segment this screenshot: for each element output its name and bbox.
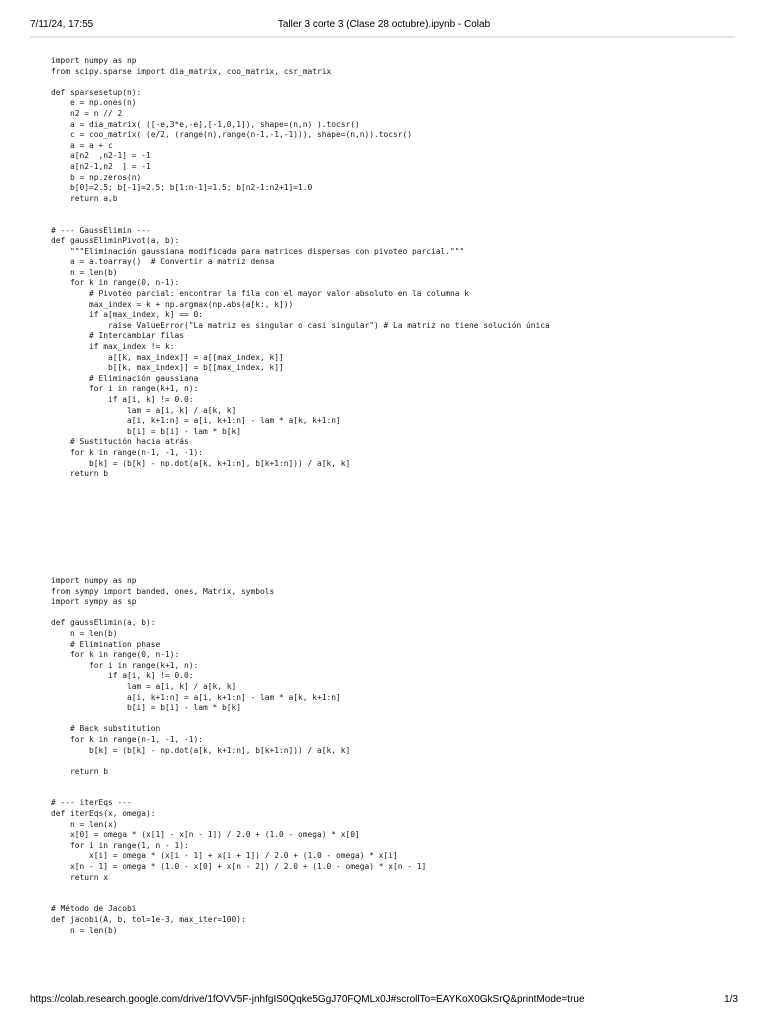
header-divider <box>30 36 735 38</box>
page-url: https://colab.research.google.com/drive/1fOVV5F-jnhfgIS0Qqke5GgJ70FQMLx0J#scrollTo=EAYKoX0GkSrQ&printMode=true <box>30 994 585 1005</box>
print-header <box>0 0 768 36</box>
document-title: Taller 3 corte 3 (Clase 28 octubre).ipynb - Colab <box>277 19 491 30</box>
code-cell-sparse-gauss-pivot: import numpy as np from scipy.sparse import dia_matrix, coo_matrix, csr_matrix def sparsesetup(n): e = np.ones(n) n2 = n // 2 a = dia_matrix( ([-e,3*e,-e],[-1,0,1]), shape=(n,n) ).tocsr() c = coo_matrix( (e/2, (range(n),range(n-1,-1,-1))), shape=(n,n)).tocsr() a = a + c a[n2 ,n2-1] = -1 a[n2-1,n2 ] = -1 b = np.zeros(n) b[0]=2.5; b[-1]=2.5; b[1:n-1]=1.5; b[n2-1:n2+1]=1.0 return a,b # --- GaussElimin --- def gaussEliminPivot(a, b): """Eliminación gaussiana modificada para matrices dispersas con pivoteo parcial.""" a = a.toarray() # Convertir a matriz densa n = len(b) for k in range(0, n-1): # Pivoteo parcial: encontrar la fila con el mayor valor absoluto en la columna k max_index = k + np.argmax(np.abs(a[k:, k])) if a[max_index, k] == 0: raise ValueError("La matriz es singular o casi singular") # La matriz no tiene solución única # Intercambiar filas if max_index != k: a[[k, max_index]] = a[[max_index, k]] b[[k, max_index]] = b[[max_index, k]] # Eliminación gaussiana for i in range(k+1, n): if a[i, k] != 0.0: lam = a[i, k] / a[k, k] a[i, k+1:n] = a[i, k+1:n] - lam * a[k, k+1:n] b[i] = b[i] - lam * b[k] # Sustitución hacia atrás for k in range(n-1, -1, -1): b[k] = (b[k] - np.dot(a[k, k+1:n], b[k+1:n])) / a[k, k] return b <box>51 56 550 479</box>
print-date: 7/11/24, 17:55 <box>30 19 94 30</box>
code-cell-gauss-iter-jacobi: import numpy as np from sympy import banded, ones, Matrix, symbols import sympy as sp def gaussElimin(a, b): n = len(b) # Elimination phase for k in range(0, n-1): for i in range(k+1, n): if a[i, k] != 0.0: lam = a[i, k] / a[k, k] a[i, k+1:n] = a[i, k+1:n] - lam * a[k, k+1:n] b[i] = b[i] - lam * b[k] # Back substitution for k in range(n-1, -1, -1): b[k] = (b[k] - np.dot(a[k, k+1:n], b[k+1:n])) / a[k, k] return b # --- iterEqs --- def iterEqs(x, omega): n = len(x) x[0] = omega * (x[1] - x[n - 1]) / 2.0 + (1.0 - omega) * x[0] for i in range(1, n - 1): x[i] = omega * (x[i - 1] + x[i + 1]) / 2.0 + (1.0 - omega) * x[i] x[n - 1] = omega * (1.0 - x[0] + x[n - 2]) / 2.0 + (1.0 - omega) * x[n - 1] return x # Método de Jacobi def jacobi(A, b, tol=1e-3, max_iter=100): n = len(b) <box>51 576 427 935</box>
print-footer <box>0 992 768 1008</box>
page-number: 1/3 <box>724 994 738 1005</box>
